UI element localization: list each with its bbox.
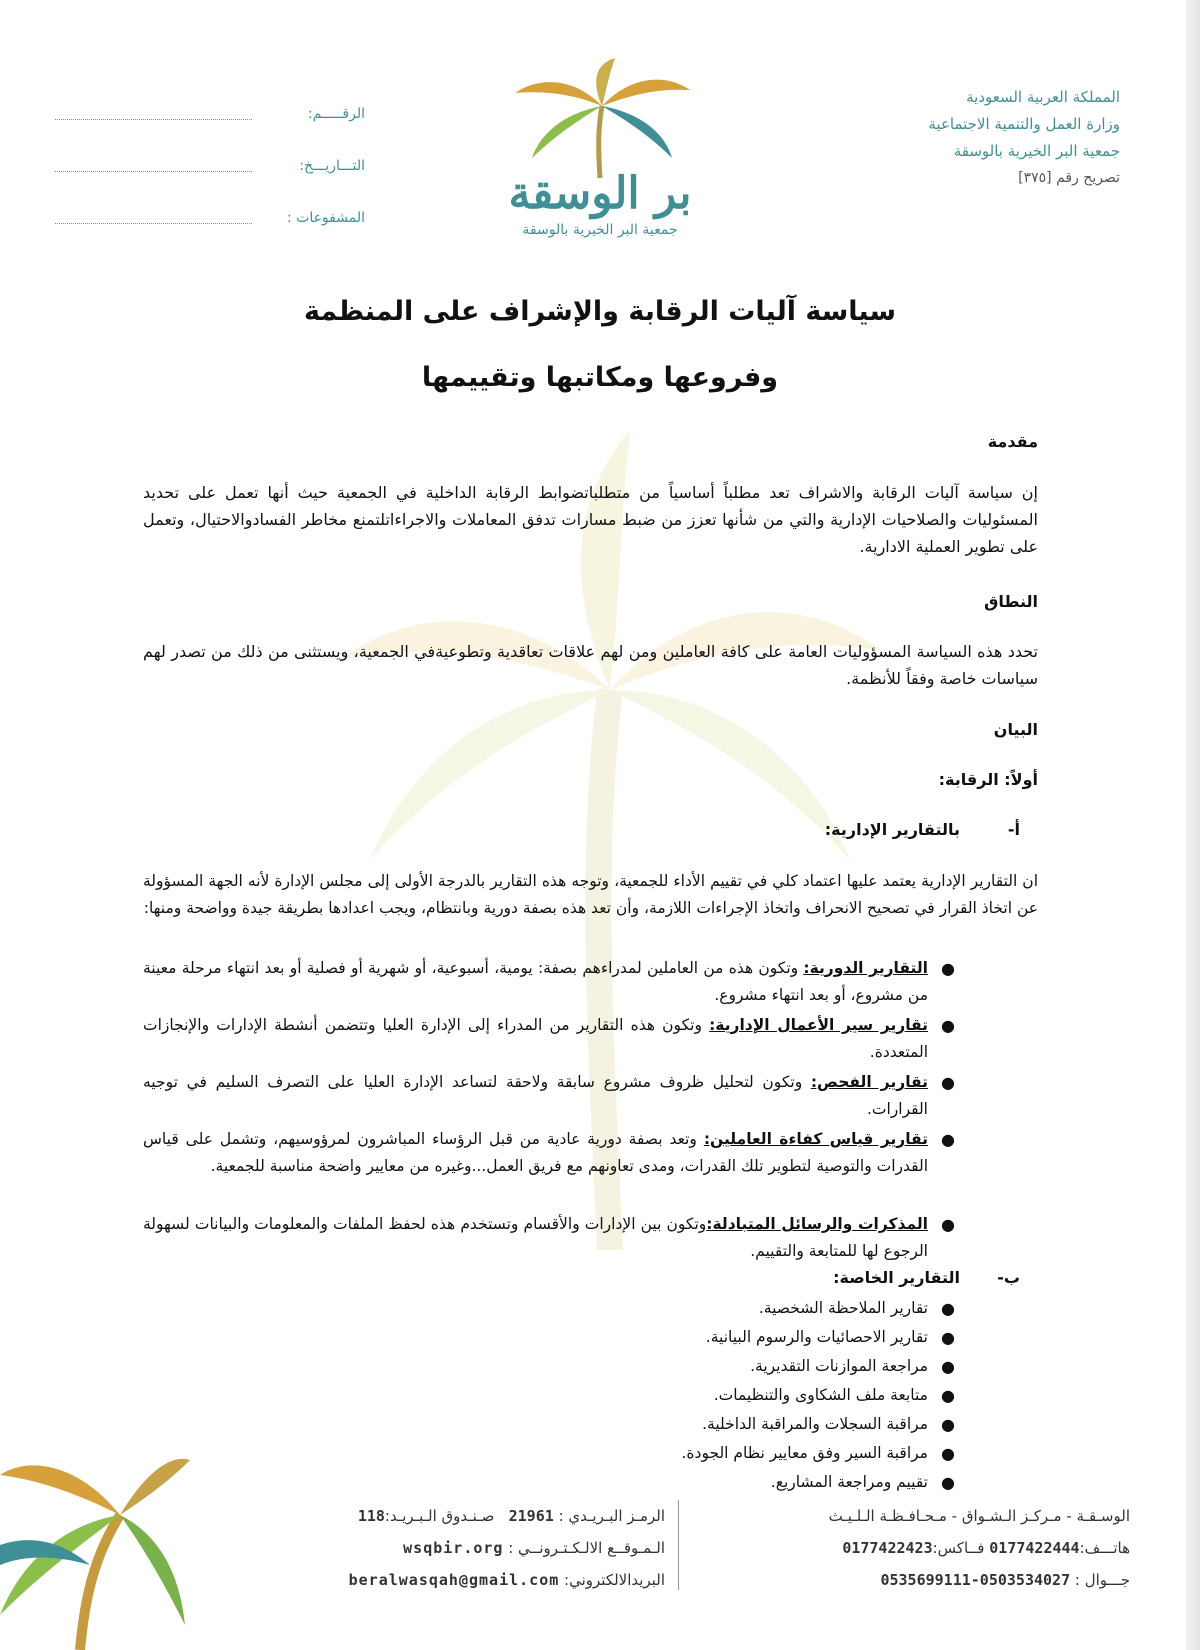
special-report: مراجعة الموازنات التقديرية.: [750, 1357, 928, 1375]
special-report: تقييم ومراجعة المشاريع.: [770, 1473, 928, 1491]
org-line-association: جمعية البر الخيرية بالوسقة: [953, 142, 1120, 160]
reference-number-label: الرقـــــم:: [307, 106, 365, 122]
dotted-line: [55, 161, 252, 172]
report-lead: تقارير الفحص:: [810, 1073, 928, 1091]
special-report: مراقبة السير وفق معايير نظام الجودة.: [681, 1444, 928, 1462]
report-lead: التقارير الدورية:: [803, 959, 928, 977]
date-label: التـــاريـــخ:: [299, 158, 365, 174]
footer-divider: [678, 1500, 679, 1590]
scope-heading: النطاق: [984, 592, 1038, 611]
footer-mobile: [690, 1564, 1130, 1596]
section-a-paragraph: ان التقارير الإدارية يعتمد عليها اعتماد كلي في تقييم الأداء للجمعية، وتوجه هذه التقارير بالدرجة الأولى إلى مجلس الإدارة لأنه الجهة المسؤولة عن اتخاذ القرار في تصحيح الانحراف واتخاذ الإجراءات اللازمة، وأن تعد هذه بصفة دورية وبانتظام، ويجب اعدادها بطريقة جيدة وواضحة ومنها:: [143, 872, 1038, 917]
footer-contact-left: [255, 1500, 665, 1596]
footer-address: الوسـقـة - مـركـز الـشـواق - مـحـافـظـة الـلـيـث: [828, 1507, 1130, 1525]
section-a-marker: أ-: [1007, 820, 1020, 839]
website-label: الـمـوقــع الالـكـتـرونــي :: [508, 1539, 665, 1557]
document-title-line-2: وفروعها ومكاتبها وتقييمها: [421, 362, 779, 393]
scope-paragraph: تحدد هذه السياسة المسؤوليات العامة على كافة العاملين ومن لهم علاقات تعاقدية وتطوعيةفي الجمعية، ويستثنى من ذلك من تصدر لهم سياسات خاصة وفقاً للأنظمة.: [143, 642, 1038, 688]
intro-paragraph: إن سياسة آليات الرقابة والاشراف تعد مطلباً أساسياً من متطلباتضوابط الرقابة الداخلية في الجمعية حيث أنها تعمل على تحديد المسئوليات والصلاحيات الإدارية والتي من شأنها تعزز من ضبط مسارات تدفق المعاملات والاجراءاتلتمنع مخاطر الفسادوالاحتيال، وتعمل على تطوير العملية الادارية.: [143, 483, 1038, 556]
reference-fields: [55, 88, 365, 244]
statement-heading: البيان: [993, 720, 1038, 739]
attachments-field: [55, 192, 365, 244]
section-b-title: التقارير الخاصة:: [833, 1268, 960, 1287]
report-lead: تقارير قياس كفاءة العاملين:: [703, 1130, 929, 1148]
email-link[interactable]: beralwasqah@gmail.com: [348, 1571, 560, 1589]
date-field: [55, 140, 365, 192]
footer-email: [255, 1564, 665, 1596]
list-item: ● تقارير الملاحظة الشخصية.: [143, 1295, 1038, 1322]
special-report: تقارير الاحصائيات والرسوم البيانية.: [705, 1328, 928, 1346]
email-label: البريدالالكتروني:: [564, 1571, 665, 1589]
mobile-label: جـــوال :: [1074, 1571, 1130, 1589]
logo-wordmark: بر الوسقة: [508, 168, 692, 219]
report-text: وتكون لتحليل ظروف مشروع سابقة ولاحقة لتساعد الإدارة العليا على التصرف السليم في توجيه القرارات.: [143, 1073, 928, 1118]
list-item: ● تقارير قياس كفاءة العاملين: وتعد بصفة دورية عادية من قبل الرؤساء المباشرون لمرؤوسيهم، وتشمل على قياس القدرات والتوصية لتطوير تلك القدرات، ومدى تعاونهم مع فريق العمل...وغيره من معايير واضحة مناسبة للجمعية.: [143, 1130, 955, 1175]
special-report: مراقبة السجلات والمراقبة الداخلية.: [702, 1415, 928, 1433]
phone-number[interactable]: 0177422444: [989, 1539, 1080, 1557]
report-lead: المذكرات والرسائل المتبادلة:: [706, 1215, 928, 1233]
first-section-heading: أولاً: الرقابة:: [938, 770, 1038, 789]
section-a-heading: [143, 820, 1038, 839]
scan-edge: [1186, 0, 1200, 1650]
special-report: تقارير الملاحظة الشخصية.: [758, 1299, 928, 1317]
footer-phone-fax: [690, 1532, 1130, 1564]
dotted-line: [55, 213, 252, 224]
dotted-line: [55, 109, 252, 120]
report-text: وتكون هذه التقارير من المدراء إلى الإدارة العليا وتتضمن أنشطة الإدارات والإنجازات المتعددة.: [143, 1016, 928, 1061]
website-link[interactable]: wsqbir.org: [403, 1539, 504, 1557]
fax-label: فــاكس:: [932, 1539, 985, 1557]
org-line-country: المملكة العربية السعودية: [966, 88, 1120, 106]
list-item: ● تقارير سير الأعمال الإدارية: وتكون هذه التقارير من المدراء إلى الإدارة العليا وتتضمن أنشطة الإدارات والإنجازات المتعددة.: [143, 1016, 955, 1061]
organization-header: [800, 84, 1120, 192]
report-text: وتعد بصفة دورية عادية من قبل الرؤساء المباشرون لمرؤوسيهم، وتشمل على قياس القدرات والتوصية لتطوير تلك القدرات، ومدى تعاونهم مع فريق العمل...وغيره من معايير واضحة مناسبة للجمعية.: [143, 1130, 928, 1175]
attachments-label: المشفوعات :: [286, 210, 365, 226]
list-item: ● المذكرات والرسائل المتبادلة:وتكون بين الإدارات والأقسام وتستخدم هذه لحفظ الملفات والمعلومات والبيانات لسهولة الرجوع لها للمتابعة والتقييم.: [143, 1215, 955, 1260]
list-item: ● تقييم ومراجعة المشاريع.: [143, 1469, 1038, 1496]
footer-website: [255, 1532, 665, 1564]
list-item: ● التقارير الدورية: وتكون هذه من العاملين لمدراءهم بصفة: يومية، أسبوعية، أو شهرية أو فصلية أو بعد انتهاء مرحلة معينة من مشروع، أو بعد انتهاء مشروع.: [143, 959, 955, 1004]
section-b-heading: [143, 1268, 1038, 1287]
section-b-marker: ب-: [997, 1268, 1020, 1287]
permit-number: تصريح رقم [٣٧٥]: [1018, 170, 1120, 186]
po-box-label: صـنـدوق الـبـريـد:: [384, 1507, 495, 1525]
section-a-title: بالتقارير الإدارية:: [824, 820, 960, 839]
mobile-numbers[interactable]: 0535699111-0503534027: [880, 1571, 1071, 1589]
list-item: ● مراقبة السير وفق معايير نظام الجودة.: [143, 1440, 1038, 1467]
list-item: ● متابعة ملف الشكاوى والتنظيمات.: [143, 1382, 1038, 1409]
list-item: ● تقارير الاحصائيات والرسوم البيانية.: [143, 1324, 1038, 1351]
document-title-line-1: سياسة آليات الرقابة والإشراف على المنظمة: [303, 296, 897, 327]
intro-heading: مقدمة: [987, 432, 1038, 451]
report-text: وتكون بين الإدارات والأقسام وتستخدم هذه لحفظ الملفات والمعلومات والبيانات لسهولة الرجوع لها للمتابعة والتقييم.: [143, 1215, 928, 1260]
list-item: ● مراجعة الموازنات التقديرية.: [143, 1353, 1038, 1380]
phone-label: هاتـــف:: [1079, 1539, 1130, 1557]
special-report: متابعة ملف الشكاوى والتنظيمات.: [713, 1386, 928, 1404]
association-logo: [480, 58, 720, 248]
report-text: وتكون هذه من العاملين لمدراءهم بصفة: يومية، أسبوعية، أو شهرية أو فصلية أو بعد انتهاء مرحلة معينة من مشروع، أو بعد انتهاء مشروع.: [143, 959, 928, 1004]
logo-caption: جمعية البر الخيرية بالوسقة: [522, 222, 678, 238]
reference-number-field: [55, 88, 365, 140]
postal-code: 21961: [508, 1507, 554, 1525]
postal-label: الرمـز البـريـدي :: [558, 1507, 665, 1525]
list-item: ● تقارير الفحص: وتكون لتحليل ظروف مشروع سابقة ولاحقة لتساعد الإدارة العليا على التصرف السليم في توجيه القرارات.: [143, 1073, 955, 1118]
po-box-number: 118: [357, 1507, 385, 1525]
list-item: ● مراقبة السجلات والمراقبة الداخلية.: [143, 1411, 1038, 1438]
org-line-ministry: وزارة العمل والتنمية الاجتماعية: [928, 115, 1120, 133]
footer-postal: [255, 1500, 665, 1532]
footer-contact-right: [690, 1500, 1130, 1596]
fax-number: 0177422423: [842, 1539, 933, 1557]
report-lead: تقارير سير الأعمال الإدارية:: [709, 1016, 929, 1034]
